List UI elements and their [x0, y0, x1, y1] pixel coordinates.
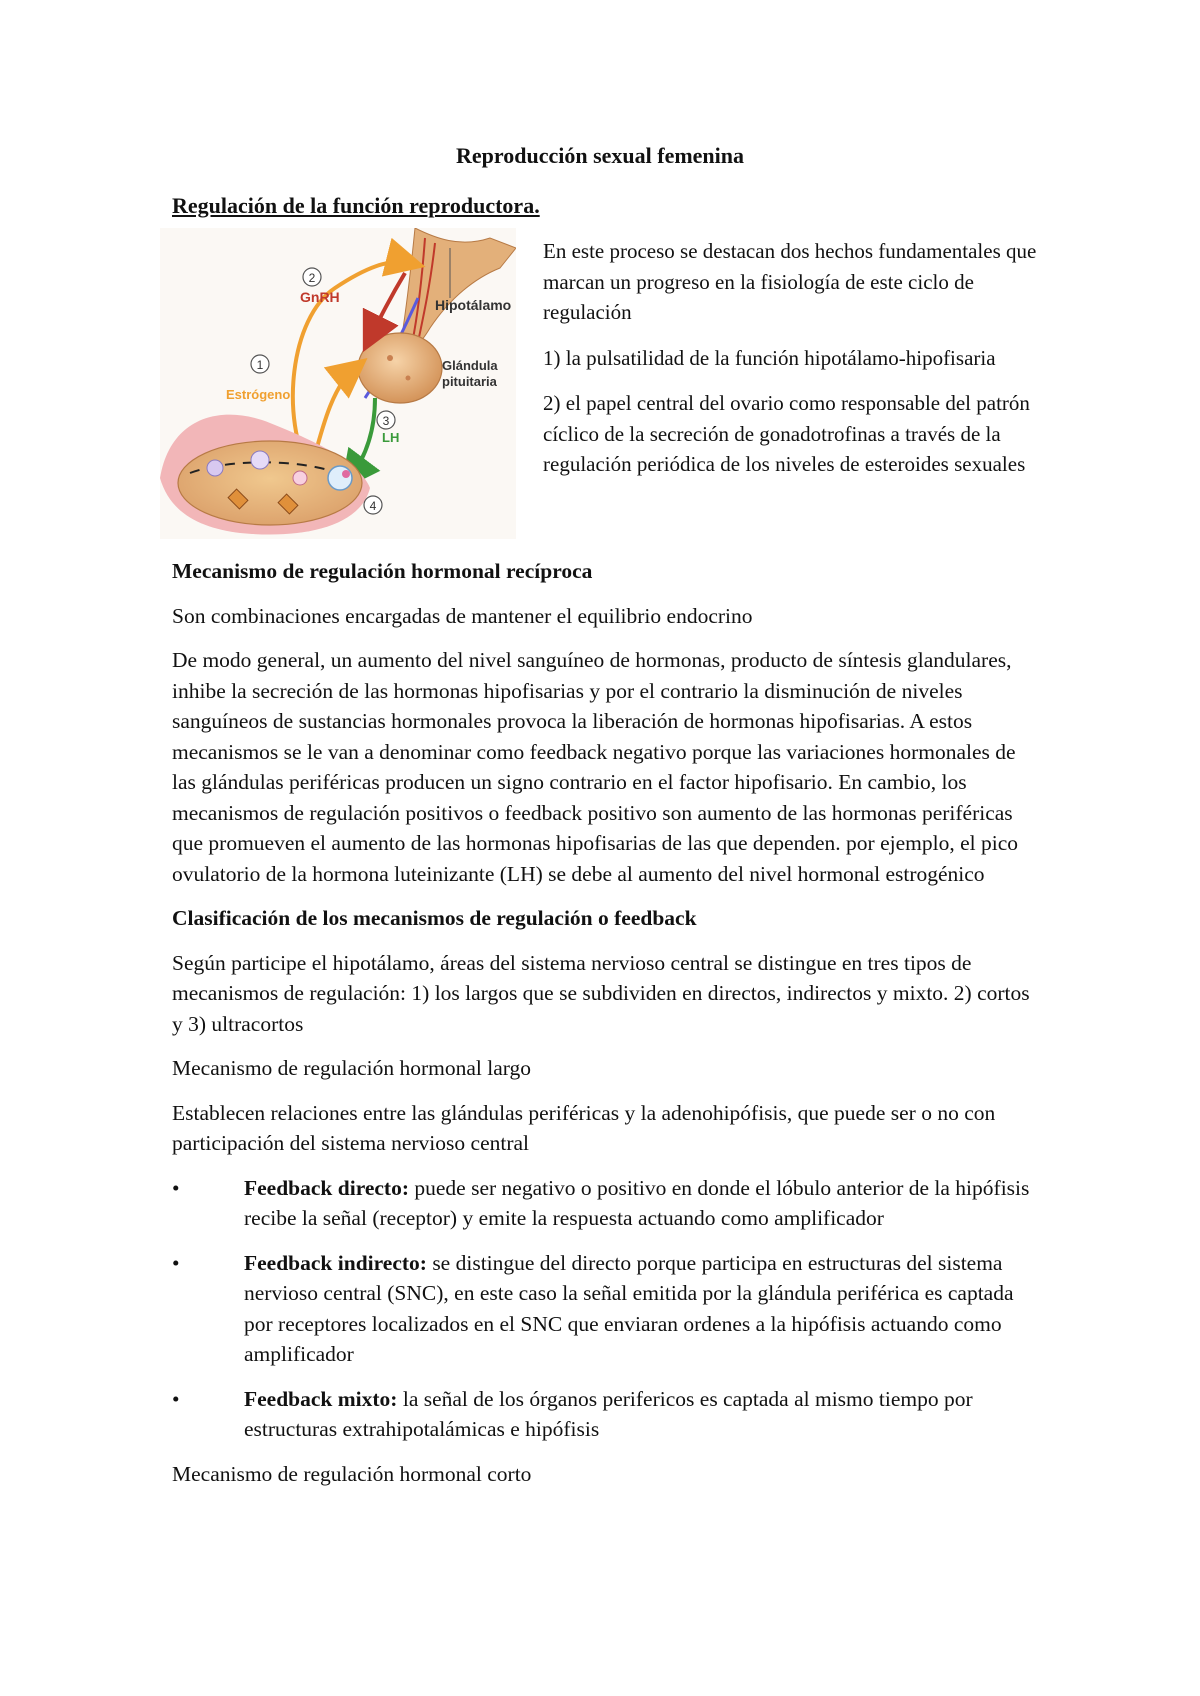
- document-title: Reproducción sexual femenina: [455, 143, 745, 168]
- glandula-label-2: pituitaria: [442, 374, 497, 389]
- figure-illustration: [160, 228, 516, 539]
- step-3-marker: [377, 411, 395, 429]
- svg-text:4: 4: [369, 499, 377, 513]
- svg-text:2: 2: [308, 271, 316, 285]
- section-heading-classification: Clasificación de los mecanismos de regulación o feedback: [172, 906, 697, 930]
- intro-text: [543, 236, 1043, 495]
- svg-text:3: 3: [382, 414, 390, 428]
- step-1-marker: [251, 355, 269, 373]
- intro-paragraph-1: En este proceso se destacan dos hechos fundamentales que marcan un progreso en la fisiología de este ciclo de regulación: [543, 239, 1037, 324]
- document-body: [172, 556, 1042, 1503]
- bullet-feedback-mixto: [172, 1384, 1042, 1459]
- paragraph: Mecanismo de regulación hormonal largo: [172, 1056, 532, 1080]
- estrogeno-label: Estrógeno: [226, 387, 291, 402]
- section-heading-reciprocal: Mecanismo de regulación hormonal recíproca: [172, 559, 593, 583]
- section-subtitle: Regulación de la función reproductora.: [172, 193, 540, 218]
- step-2-marker: [303, 268, 321, 286]
- bullet-term: Feedback indirecto:: [244, 1250, 427, 1275]
- hipotalamo-label: Hipotálamo: [435, 297, 512, 313]
- paragraph: Son combinaciones encargadas de mantener el equilibrio endocrino: [172, 603, 753, 628]
- paragraph: Mecanismo de regulación hormonal corto: [172, 1461, 532, 1486]
- hormone-regulation-figure: [160, 228, 516, 539]
- paragraph: Según participe el hipotálamo, áreas del sistema nervioso central se distingue en tres tipos de mecanismos de regulación: 1) los largos que se subdividen en directos, indirectos y mixto. 2) cortos y 3) ultracortos: [172, 950, 1030, 1036]
- glandula-label-1: Glándula: [442, 358, 498, 373]
- bullet-feedback-directo: [172, 1173, 1042, 1248]
- lh-label: LH: [382, 430, 400, 445]
- bullet-term: Feedback directo:: [244, 1175, 409, 1200]
- gnrh-label: GnRH: [300, 289, 340, 305]
- bullet-term: Feedback mixto:: [244, 1386, 398, 1411]
- svg-text:1: 1: [256, 358, 264, 372]
- step-4-marker: [364, 496, 382, 514]
- bullet-symbol: •: [172, 1386, 180, 1411]
- intro-paragraph-2: 1) la pulsatilidad de la función hipotálamo-hipofisaria: [543, 345, 996, 370]
- intro-paragraph-3: 2) el papel central del ovario como responsable del patrón cíclico de la secreción de gonadotrofinas a través de la regulación periódica de los niveles de esteroides sexuales: [543, 391, 1030, 476]
- bullet-symbol: •: [172, 1175, 180, 1200]
- paragraph: De modo general, un aumento del nivel sanguíneo de hormonas, producto de síntesis glandulares, inhibe la secreción de las hormonas hipofisarias y por el contrario la disminución de niveles sanguíneos de sustancias hormonales provoca la liberación de hormonas hipofisarias. A estos mecanismos se le van a denominar como feedback negativo porque las variaciones hormonales de las glándulas periféricas producen un signo contrario en el factor hipofisario. En cambio, los mecanismos de regulación positivos o feedback positivo son aumento de las hormonas periféricas que promueven el aumento de las hormonas hipofisarias de las que dependen. por ejemplo, el pico ovulatorio de la hormona luteinizante (LH) se debe al aumento del nivel hormonal estrogénico: [172, 648, 1019, 886]
- paragraph: Establecen relaciones entre las glándulas periféricas y la adenohipófisis, que puede ser o no con participación del sistema nervioso central: [172, 1100, 996, 1155]
- hypothalamus-shape: [400, 228, 516, 350]
- bullet-feedback-indirecto: [172, 1248, 1042, 1384]
- pituitary-gland: [358, 333, 442, 403]
- bullet-text: puede ser negativo o positivo en donde el lóbulo anterior de la hipófisis recibe la señal (receptor) y emite la respuesta actuando como amplificador: [244, 1175, 1030, 1230]
- bullet-text: se distingue del directo porque participa en estructuras del sistema nervioso central (SNC), en este caso la señal emitida por la glándula periférica es captada por receptores localizados en el SNC que enviaran ordenes a la hipófisis actuando como amplificador: [244, 1250, 1014, 1366]
- bullet-symbol: •: [172, 1250, 180, 1275]
- bullet-text: la señal de los órganos perifericos es captada al mismo tiempo por estructuras extrahipotalámicas e hipófisis: [244, 1386, 973, 1441]
- gnrh-arrow: [370, 273, 405, 338]
